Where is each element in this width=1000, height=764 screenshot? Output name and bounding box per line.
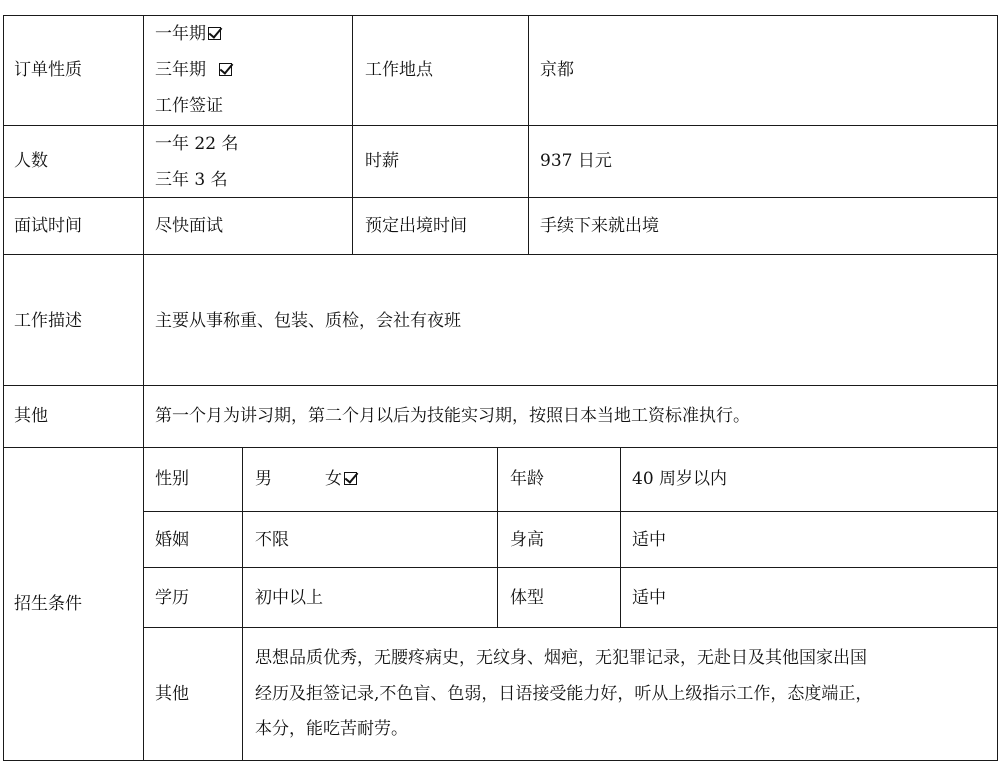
gender-male-option: 男 <box>255 469 272 489</box>
build-value: 适中 <box>632 588 666 608</box>
other-label: 其他 <box>14 406 48 426</box>
table-border-right <box>997 15 998 761</box>
gender-label: 性别 <box>155 469 189 489</box>
age-label: 年龄 <box>510 469 544 489</box>
row-divider <box>3 447 998 448</box>
job-description-label: 工作描述 <box>14 311 82 331</box>
hourly-wage-value: 937 日元 <box>540 151 612 171</box>
interview-time-value: 尽快面试 <box>155 216 223 236</box>
checked-box-icon <box>344 472 357 485</box>
column-divider <box>497 447 498 628</box>
row-divider <box>143 567 998 568</box>
requirements-other-line: 经历及拒签记录,不色盲、色弱，日语接受能力好，听从上级指示工作，态度端正， <box>255 684 873 704</box>
order-option-label: 一年期 <box>155 24 206 44</box>
headcount-three-year: 三年 3 名 <box>155 170 228 190</box>
requirements-other-line: 本分，能吃苦耐劳。 <box>255 719 408 739</box>
marriage-label: 婚姻 <box>155 530 189 550</box>
requirements-label: 招生条件 <box>14 594 82 614</box>
column-divider <box>352 15 353 255</box>
order-option-three-year <box>155 60 232 80</box>
row-divider <box>143 627 998 628</box>
row-divider <box>3 254 998 255</box>
height-value: 适中 <box>632 530 666 550</box>
departure-time-value: 手续下来就出境 <box>540 216 659 236</box>
education-label: 学历 <box>155 588 189 608</box>
order-type-label: 订单性质 <box>14 60 82 80</box>
gender-female-option <box>325 469 357 489</box>
marriage-value: 不限 <box>255 530 289 550</box>
table-border-top <box>3 15 998 16</box>
requirements-other-line: 思想品质优秀，无腰疼病史，无纹身、烟疤，无犯罪记录，无赴日及其他国家出国 <box>255 648 867 668</box>
order-option-label: 三年期 <box>155 60 206 80</box>
checked-box-icon <box>219 63 232 76</box>
job-description-value: 主要从事称重、包装、质检，会社有夜班 <box>155 311 461 331</box>
order-option-one-year <box>155 24 221 44</box>
row-divider <box>3 125 998 126</box>
headcount-label: 人数 <box>14 151 48 171</box>
column-divider <box>242 447 243 761</box>
work-location-value: 京都 <box>540 60 574 80</box>
row-divider <box>143 511 998 512</box>
column-divider <box>620 447 621 628</box>
table-border-left <box>3 15 4 761</box>
education-value: 初中以上 <box>255 588 323 608</box>
build-label: 体型 <box>510 588 544 608</box>
height-label: 身高 <box>510 530 544 550</box>
age-value: 40 周岁以内 <box>632 469 728 489</box>
order-option-work-visa: 工作签证 <box>155 96 223 116</box>
row-divider <box>3 385 998 386</box>
column-divider <box>528 15 529 255</box>
requirements-other-label: 其他 <box>155 684 189 704</box>
column-divider <box>143 15 144 761</box>
other-value: 第一个月为讲习期，第二个月以后为技能实习期，按照日本当地工资标准执行。 <box>155 406 750 426</box>
checked-box-icon <box>208 27 221 40</box>
headcount-one-year: 一年 22 名 <box>155 134 239 154</box>
interview-time-label: 面试时间 <box>14 216 82 236</box>
hourly-wage-label: 时薪 <box>365 151 399 171</box>
work-location-label: 工作地点 <box>365 60 433 80</box>
departure-time-label: 预定出境时间 <box>365 216 467 236</box>
row-divider <box>3 197 998 198</box>
gender-female-label: 女 <box>325 469 342 489</box>
table-border-bottom <box>3 760 998 761</box>
